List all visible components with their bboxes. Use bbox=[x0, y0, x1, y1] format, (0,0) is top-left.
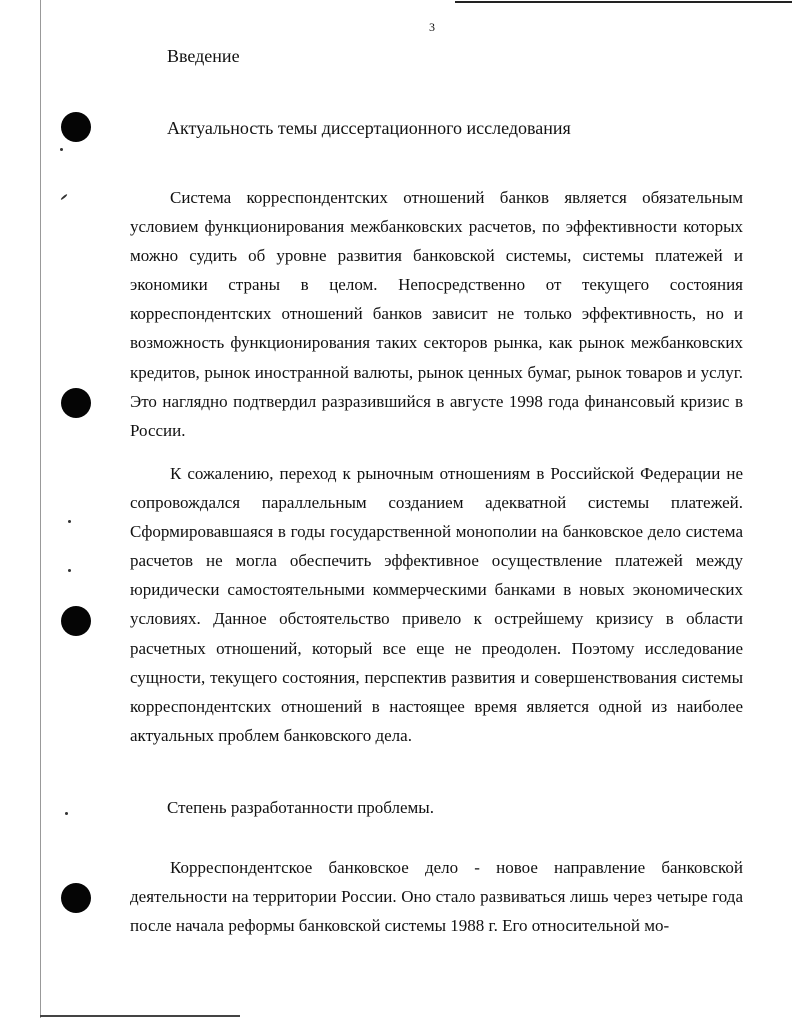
page-number: 3 bbox=[429, 20, 435, 34]
scan-edge-left bbox=[40, 0, 41, 1018]
punch-hole-icon bbox=[61, 606, 91, 636]
scan-speck bbox=[68, 569, 71, 572]
section-title: Введение bbox=[167, 46, 240, 66]
subtitle-degree: Степень разработанности проблемы. bbox=[167, 798, 434, 817]
scan-edge-top bbox=[455, 1, 792, 3]
paragraph-2: К сожалению, переход к рыночным отношениям в Российской Федерации не сопровождался параллельным созданием адекватной системы платежей. Сформировавшаяся в годы государственной монополии на банковское дело система расчетов не могла обеспечить эффективное осуществление платежей между юридически самостоятельными коммерческими банками в новых экономических условиях. Данное обстоятельство привело к острейшему кризису в области расчетных отношений, который все еще не преодолен. Поэтому исследование сущности, текущего состояния, перспектив развития и совершенствования системы корреспондентских отношений в настоящее время является одной из наиболее актуальных проблем банковского дела. bbox=[130, 464, 743, 745]
paragraph-1: Система корреспондентских отношений банков является обязательным условием функционирования межбанковских расчетов, по эффективности которых можно судить об уровне развития банковской системы, системы платежей и экономики страны в целом. Непосредственно от текущего состояния корреспондентских отношений банков зависит не только эффективность, но и возможность функционирования таких секторов рынка, как рынок межбанковских кредитов, рынок иностранной валюты, рынок ценных бумаг, рынок товаров и услуг. Это наглядно подтвердил разразившийся в августе 1998 года финансовый кризис в России. bbox=[130, 188, 743, 440]
paragraph-3: Корреспондентское банковское дело - новое направление банковской деятельности на территории России. Оно стало развиваться лишь через четыре года после начала реформы банковской системы 1988 г. Его относительной мо- bbox=[130, 858, 743, 936]
scan-speck bbox=[65, 812, 68, 815]
scan-speck bbox=[68, 520, 71, 523]
scan-speck bbox=[60, 194, 67, 201]
punch-hole-icon bbox=[61, 112, 91, 142]
punch-hole-icon bbox=[61, 883, 91, 913]
scan-speck bbox=[60, 148, 63, 151]
scan-edge-bottom bbox=[40, 1015, 240, 1017]
subtitle-relevance: Актуальность темы диссертационного исследования bbox=[167, 118, 571, 138]
punch-hole-icon bbox=[61, 388, 91, 418]
